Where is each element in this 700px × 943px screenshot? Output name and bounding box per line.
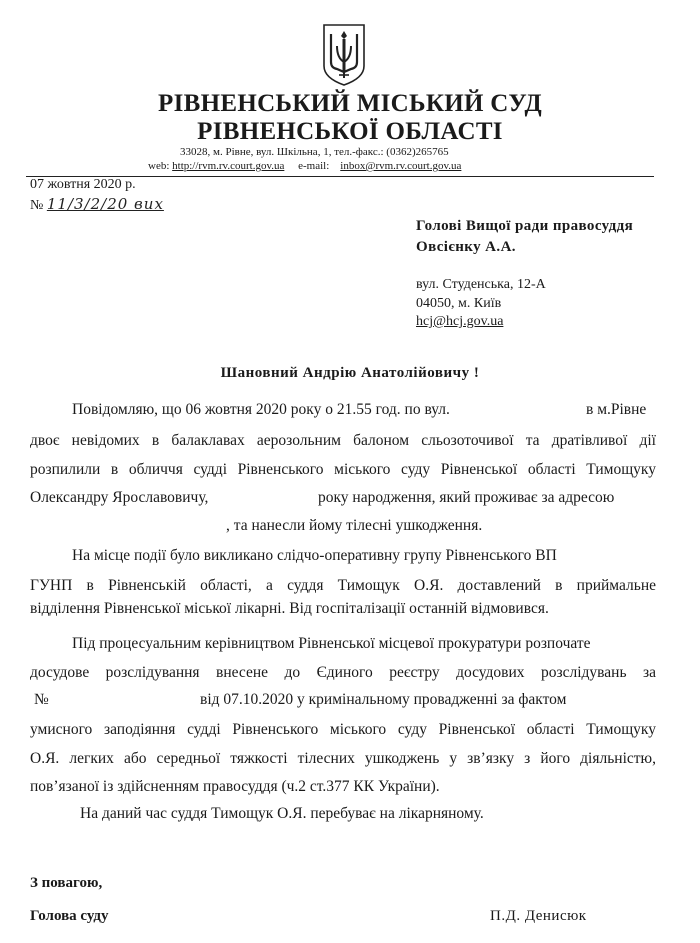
body-line: року народження, який проживає за адресою (318, 489, 615, 506)
body-line: № (34, 691, 49, 708)
body-line: На місце події було викликано слідчо-оперативну групу Рівненського ВП (72, 547, 557, 564)
body-line: Під процесуальним керівництвом Рівненської місцевої прокуратури розпочате (72, 635, 591, 652)
recipient-title: Голові Вищої ради правосуддя (416, 218, 634, 234)
recipient-street: вул. Студенська, 12-А (416, 277, 546, 292)
body-line: О.Я. легких або середньої тяжкості тілесних ушкоджень у зв’язку з його діяльністю, (30, 750, 656, 767)
email-label: e-mail: (298, 160, 330, 172)
signer-name: П.Д. Денисюк (490, 908, 587, 924)
salutation: Шановний Андрію Анатолійовичу ! (220, 365, 480, 381)
body-line: умисного заподіяння судді Рівненського міського суду Рівненської області Тимощуку (30, 721, 656, 738)
body-line: На даний час суддя Тимощук О.Я. перебуває на лікарняному. (80, 805, 484, 822)
body-line: двоє невідомих в балаклавах аерозольним балоном сльозоточивої та дратівливої дії (30, 432, 656, 449)
email-link[interactable]: inbox@rvm.rv.court.gov.ua (340, 160, 462, 172)
body-line: Повідомляю, що 06 жовтня 2020 року о 21.55 год. по вул. (72, 401, 450, 418)
web-label: web: (148, 160, 170, 172)
trident-coat-of-arms-icon (320, 22, 368, 88)
body-line: в м.Рівне (586, 401, 647, 418)
body-line: від 07.10.2020 у кримінальному провадженні за фактом (200, 691, 567, 708)
body-line: розпилили в обличчя судді Рівненського міського суду Рівненської області Тимощуку (30, 461, 656, 478)
body-line: ГУНП в Рівненській області, а суддя Тимощук О.Я. доставлений в приймальне (30, 577, 656, 594)
body-line: пов’язаної із здійсненням правосуддя (ч.2 ст.377 КК України). (30, 778, 440, 795)
outgoing-number (30, 195, 164, 214)
court-contacts (148, 160, 461, 172)
number-prefix: № (30, 198, 44, 213)
body-line: , та нанесли йому тілесні ушкодження. (226, 517, 483, 534)
recipient-email[interactable]: hcj@hcj.gov.ua (416, 314, 504, 329)
handwritten-number: 11/3/2/20 вих (46, 195, 164, 213)
web-link[interactable]: http://rvm.rv.court.gov.ua (172, 160, 285, 172)
signer-position: Голова суду (30, 908, 109, 924)
recipient-name: Овсієнку А.А. (416, 239, 516, 255)
recipient-city: 04050, м. Київ (416, 296, 502, 311)
letter-date: 07 жовтня 2020 р. (30, 177, 136, 192)
body-line: Олександру Ярославовичу, (30, 489, 209, 506)
body-line: досудове розслідування внесене до Єдиного реєстру досудових розслідувань за (30, 664, 656, 681)
court-name-line2: РІВНЕНСЬКОЇ ОБЛАСТІ (197, 118, 503, 145)
court-name-line1: РІВНЕНСЬКИЙ МІСЬКИЙ СУД (158, 90, 542, 117)
closing: З повагою, (30, 875, 103, 891)
court-address: 33028, м. Рівне, вул. Шкільна, 1, тел.-факс.: (0362)265765 (180, 146, 449, 158)
body-line: відділення Рівненської міської лікарні. Від госпіталізації останній відмовився. (30, 600, 549, 617)
